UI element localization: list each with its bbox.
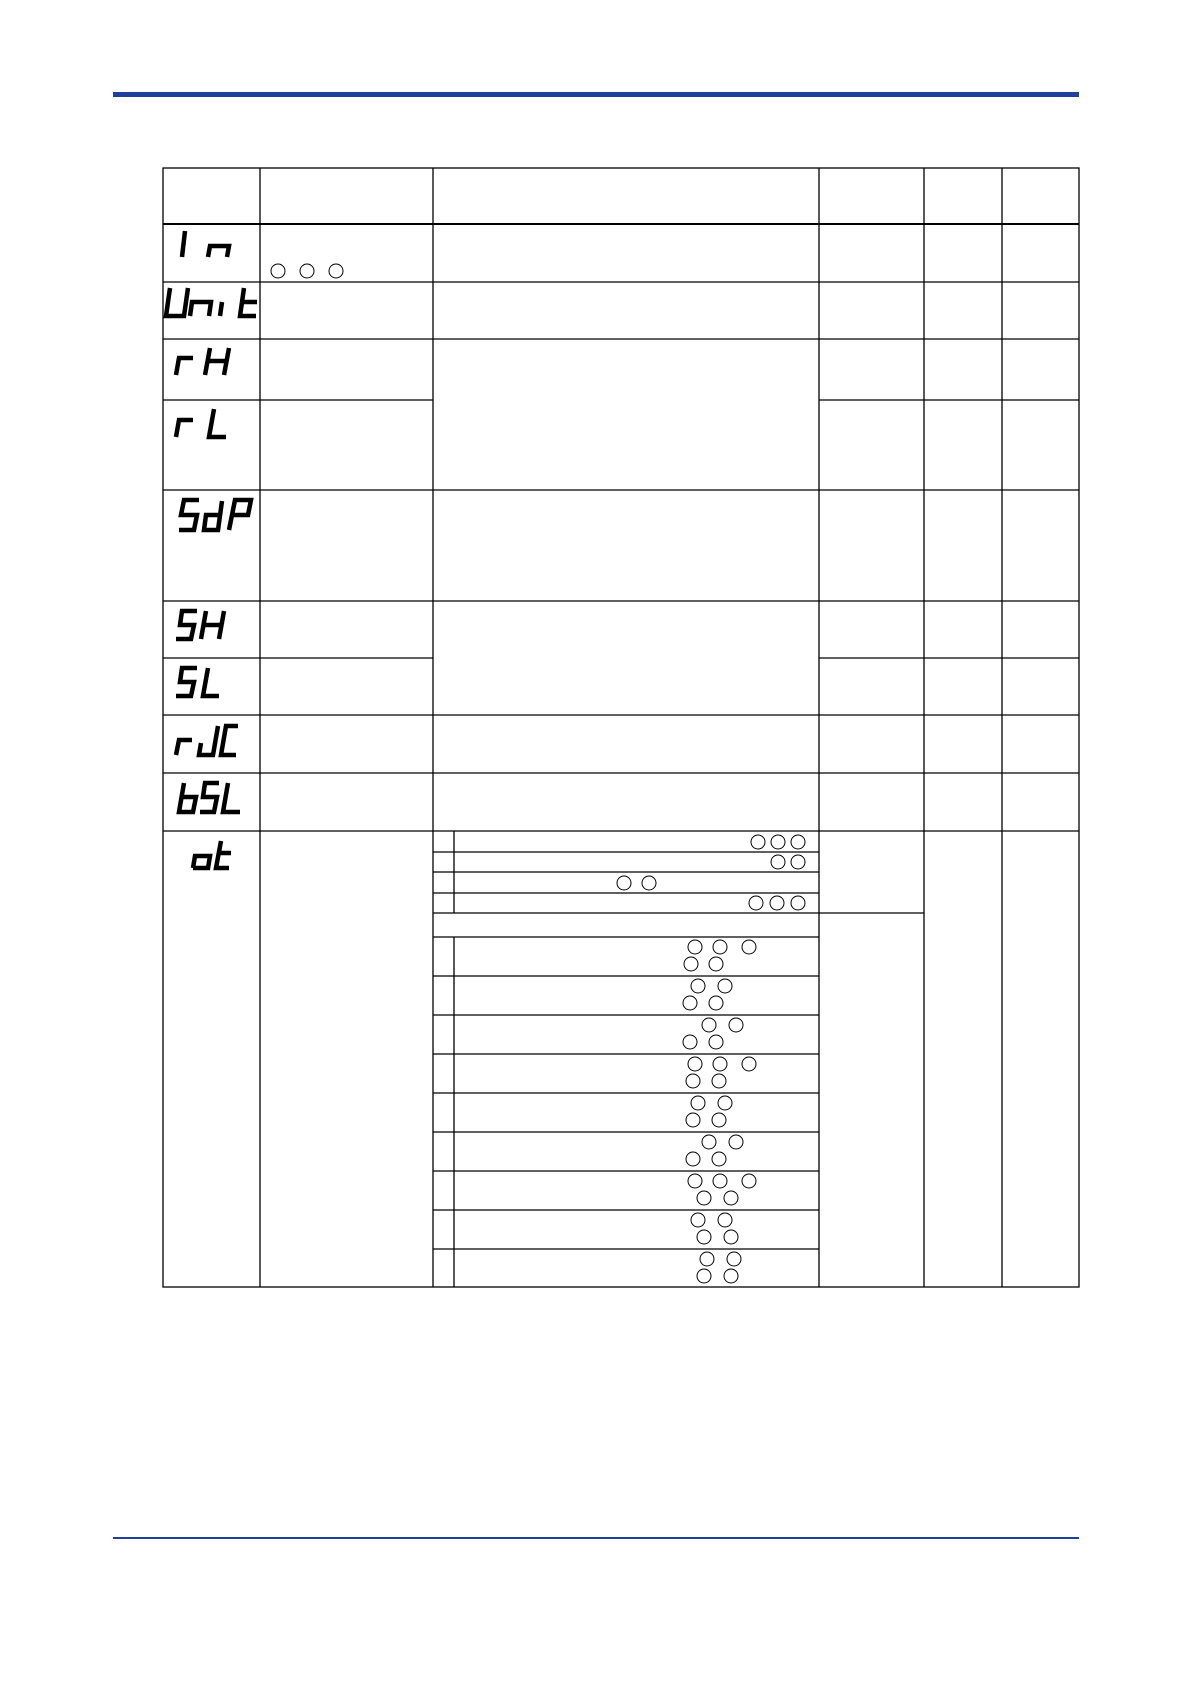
segment-symbol-bsl xyxy=(179,783,240,812)
segment-symbol-sdp xyxy=(179,500,251,530)
table-grid xyxy=(163,168,1079,1287)
reference-mark xyxy=(300,264,314,278)
ot-option-marks-lower xyxy=(683,940,756,1283)
reference-mark xyxy=(751,835,765,849)
segment-symbol-sl xyxy=(176,668,219,696)
reference-mark xyxy=(770,896,784,910)
segment-symbol-sh xyxy=(176,611,224,639)
reference-mark xyxy=(791,835,805,849)
reference-mark xyxy=(749,896,763,910)
segment-symbol-rh xyxy=(176,348,229,375)
reference-mark xyxy=(791,896,805,910)
segment-symbol-ot xyxy=(193,841,231,868)
reference-mark xyxy=(771,855,785,869)
segment-symbol-rjc xyxy=(176,726,238,755)
reference-mark xyxy=(791,855,805,869)
in-row-marks xyxy=(271,264,343,278)
table-border xyxy=(163,168,1079,1287)
segment-symbol-rl xyxy=(176,409,226,437)
reference-mark xyxy=(329,264,343,278)
footer-rule xyxy=(113,1537,1079,1539)
reference-mark xyxy=(617,876,631,890)
reference-mark xyxy=(271,264,285,278)
segment-symbol-unit xyxy=(166,288,257,316)
reference-mark xyxy=(642,876,656,890)
reference-mark xyxy=(771,835,785,849)
segment-symbol-in xyxy=(182,231,229,257)
